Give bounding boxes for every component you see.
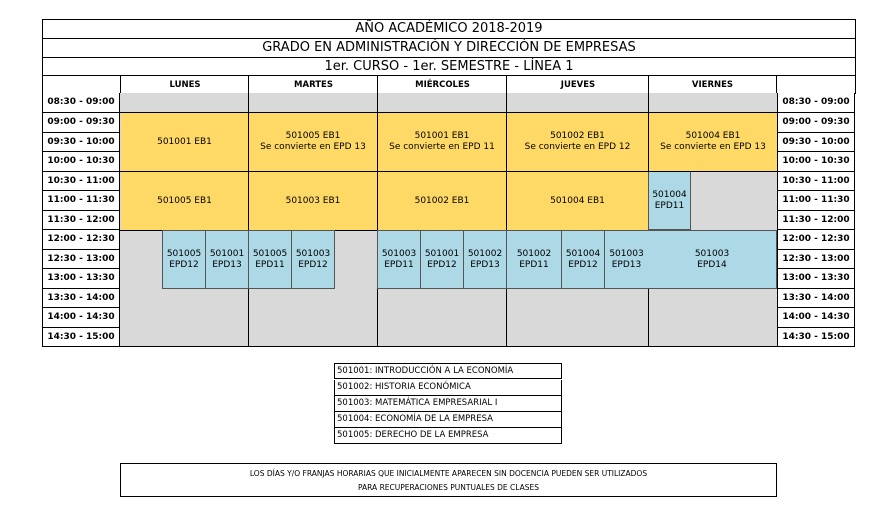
session-code: 501005 xyxy=(166,248,202,259)
session-code: 501001 xyxy=(424,248,460,259)
session-tuesday-mid xyxy=(249,172,377,230)
session-code: 501003 EB1 xyxy=(285,195,341,206)
time-right: 13:00 - 13:30 xyxy=(777,269,855,289)
session-tuesday-epd-1 xyxy=(248,230,292,289)
time-right: 08:30 - 09:00 xyxy=(777,93,855,113)
session-code: 501004 EB1 xyxy=(685,131,741,141)
session-code: 501001 EB1 xyxy=(414,131,470,141)
degree-title: GRADO EN ADMINISTRACIÓN Y DIRECCIÓN DE EMPRESAS xyxy=(42,38,856,57)
session-wednesday-epd-3 xyxy=(464,230,507,289)
session-code: 501002 xyxy=(516,248,552,259)
time-left: 11:30 - 12:00 xyxy=(42,211,120,230)
session-code: 501005 EB1 xyxy=(285,131,341,141)
session-thursday-epd-2 xyxy=(562,230,605,289)
time-left: 12:30 - 13:00 xyxy=(42,250,120,269)
legend-item: 501003: MATEMÁTICA EMPRESARIAL I xyxy=(334,396,562,412)
time-right: 12:30 - 13:00 xyxy=(777,250,855,269)
session-group: EPD11 xyxy=(654,200,685,211)
session-code: 501005 EB1 xyxy=(157,195,212,206)
session-group: EPD12 xyxy=(427,259,457,270)
session-monday-mid xyxy=(121,172,248,230)
session-note: Se convierte en EPD 12 xyxy=(524,142,631,152)
time-left: 12:00 - 12:30 xyxy=(42,230,120,250)
day-tuesday: MARTES xyxy=(248,75,378,94)
legend-item: 501005: DERECHO DE LA EMPRESA xyxy=(334,428,562,444)
note-line-2: PARA RECUPERACIONES PUNTUALES DE CLASES xyxy=(357,483,540,492)
session-wednesday-epd-1 xyxy=(377,230,421,289)
time-right: 14:00 - 14:30 xyxy=(777,308,855,328)
session-group: EPD13 xyxy=(212,259,242,270)
day-monday: LUNES xyxy=(120,75,249,94)
session-friday-epd xyxy=(648,230,777,289)
session-group: EPD12 xyxy=(169,259,199,270)
legend-item: 501002: HISTORIA ECONÓMICA xyxy=(334,380,562,396)
time-left: 14:30 - 15:00 xyxy=(42,328,120,347)
session-group: EPD12 xyxy=(568,259,598,270)
session-note: Se convierte en EPD 13 xyxy=(260,142,366,152)
time-left: 10:30 - 11:00 xyxy=(42,172,120,191)
session-code: 501002 EB1 xyxy=(414,195,470,206)
time-left: 13:00 - 13:30 xyxy=(42,269,120,289)
session-code: 501004 EB1 xyxy=(550,195,605,206)
day-wednesday: MIÉRCOLES xyxy=(377,75,507,94)
session-note: Se convierte en EPD 11 xyxy=(389,142,495,152)
time-left: 11:00 - 11:30 xyxy=(42,191,120,211)
time-left: 10:00 - 10:30 xyxy=(42,152,120,172)
time-right: 09:30 - 10:00 xyxy=(777,133,855,152)
session-group: EPD12 xyxy=(298,259,328,270)
time-left: 13:30 - 14:00 xyxy=(42,289,120,308)
corner-right xyxy=(777,75,856,94)
time-right: 10:00 - 10:30 xyxy=(777,152,855,172)
session-code: 501004 xyxy=(652,189,687,200)
time-right: 11:00 - 11:30 xyxy=(777,191,855,211)
legend-item: 501004: ECONOMÍA DE LA EMPRESA xyxy=(334,412,562,428)
corner-left xyxy=(42,75,120,94)
note-line-1: LOS DÍAS Y/O FRANJAS HORARIAS QUE INICIALMENTE APARECEN SIN DOCENCIA PUEDEN SER UTILIZADOS xyxy=(249,469,648,478)
session-group: EPD13 xyxy=(470,259,500,270)
note-box xyxy=(120,463,777,497)
time-left: 14:00 - 14:30 xyxy=(42,308,120,328)
session-monday-epd-2 xyxy=(206,230,249,289)
day-friday: VIERNES xyxy=(648,75,777,94)
session-code: 501002 EB1 xyxy=(550,131,605,141)
time-right: 13:30 - 14:00 xyxy=(777,289,855,308)
time-right: 11:30 - 12:00 xyxy=(777,211,855,230)
session-thursday-mid xyxy=(507,172,648,230)
session-friday-morning xyxy=(649,113,777,171)
time-right: 10:30 - 11:00 xyxy=(777,172,855,191)
session-note: Se convierte en EPD 13 xyxy=(660,142,766,152)
session-code: 501002 xyxy=(467,248,503,259)
time-left: 09:00 - 09:30 xyxy=(42,113,120,133)
session-code: 501003 xyxy=(295,248,331,259)
session-thursday-epd-1 xyxy=(506,230,562,289)
course-title: 1er. CURSO - 1er. SEMESTRE - LÍNEA 1 xyxy=(42,57,856,76)
time-right: 09:00 - 09:30 xyxy=(777,113,855,133)
session-tuesday-epd-2 xyxy=(292,230,335,289)
session-wednesday-mid xyxy=(378,172,506,230)
session-thursday-morning xyxy=(507,113,648,171)
session-code: 501001 EB1 xyxy=(157,136,212,147)
session-group: EPD14 xyxy=(697,259,727,270)
time-left: 09:30 - 10:00 xyxy=(42,133,120,152)
session-group: EPD11 xyxy=(255,259,285,270)
session-wednesday-morning xyxy=(378,113,506,171)
session-code: 501003 xyxy=(609,248,644,259)
session-code: 501003 xyxy=(381,248,417,259)
time-right: 12:00 - 12:30 xyxy=(777,230,855,250)
session-code: 501004 xyxy=(565,248,601,259)
session-tuesday-morning xyxy=(249,113,377,171)
session-monday-epd-1 xyxy=(162,230,206,289)
session-thursday-epd-3 xyxy=(605,230,649,289)
academic-year-title: AÑO ACADÉMICO 2018-2019 xyxy=(42,19,856,38)
session-code: 501005 xyxy=(252,248,288,259)
session-wednesday-epd-2 xyxy=(421,230,464,289)
time-right: 14:30 - 15:00 xyxy=(777,328,855,347)
session-code: 501003 xyxy=(694,248,730,259)
time-left: 08:30 - 09:00 xyxy=(42,93,120,113)
session-code: 501001 xyxy=(209,248,245,259)
session-friday-mid xyxy=(648,172,691,230)
legend-item: 501001: INTRODUCCIÓN A LA ECONOMÍA xyxy=(334,363,562,379)
day-thursday: JUEVES xyxy=(506,75,649,94)
session-monday-morning xyxy=(121,113,248,171)
session-group: EPD11 xyxy=(384,259,414,270)
session-group: EPD13 xyxy=(611,259,642,270)
session-group: EPD11 xyxy=(519,259,549,270)
